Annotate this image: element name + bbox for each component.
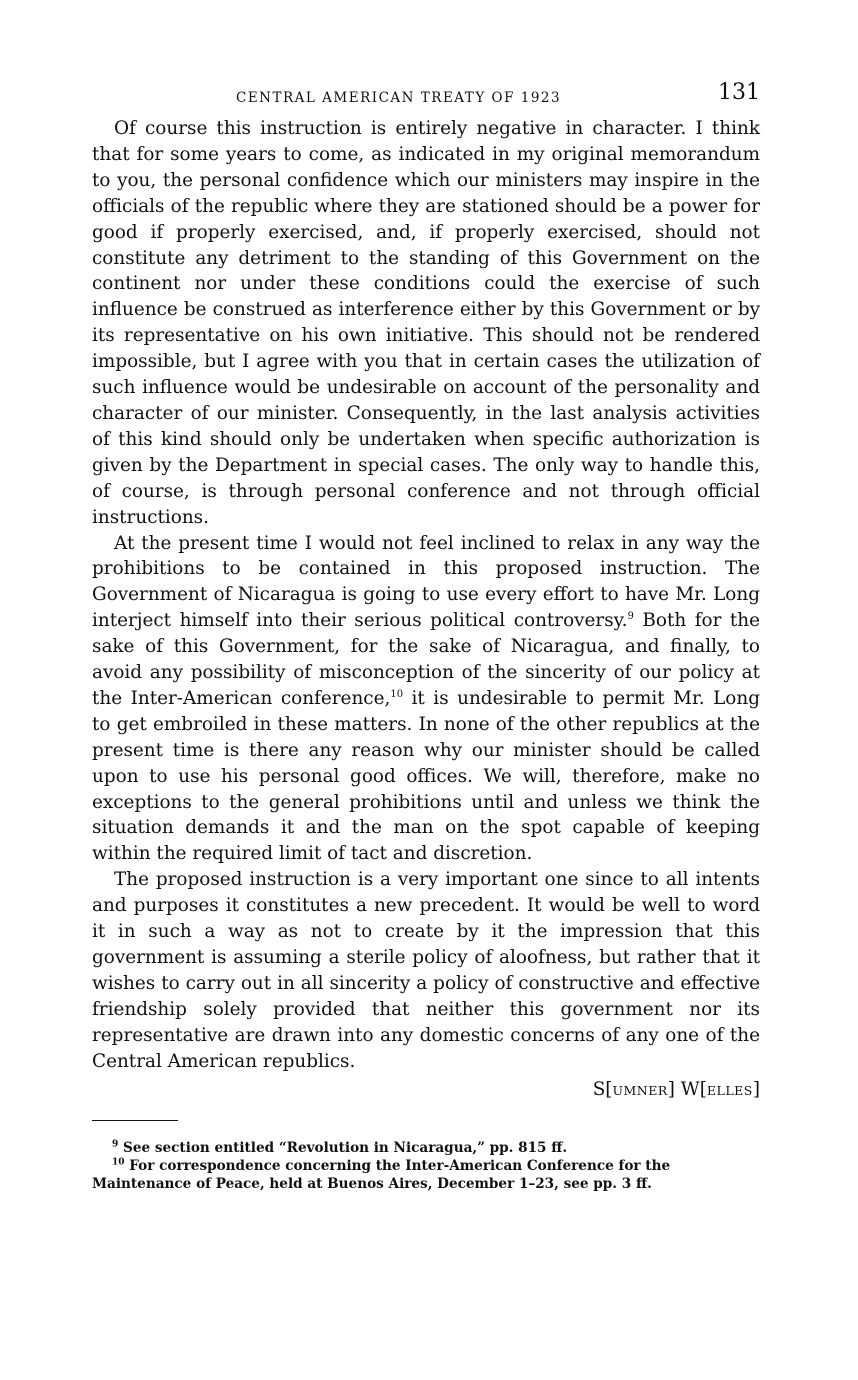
footnote-9 xyxy=(92,1139,760,1157)
signature xyxy=(92,1077,760,1104)
paragraph-2 xyxy=(92,531,760,868)
footnote-rule xyxy=(92,1120,178,1121)
footnote-text: See section entitled “Revolution in Nicaragua,” pp. 815 ff. xyxy=(123,1139,568,1156)
footnote-mark: 9 xyxy=(112,1139,119,1149)
footnote-ref-10: 10 xyxy=(390,688,404,700)
footnote-ref-9: 9 xyxy=(627,611,634,623)
paragraph-2-part-b: Both for the sake of this Government, for the sake of Nicaragua, and finally, to avoid any possibility of misconception of the sincerity of our policy at the Inter-American conference, xyxy=(92,610,761,709)
signature-close-bracket: ] xyxy=(752,1078,760,1100)
page-header xyxy=(92,80,760,116)
paragraph-3: The proposed instruction is a very important one since to all intents and purposes it constitutes a new precedent. It would be well to word it in such a way as not to create by it the impression that this government is assuming a sterile policy of aloofness, but rather that it wishes to carry out in all sincerity a policy of constructive and effective friendship solely provided that neither this government nor its representative are drawn into any domestic concerns of any one of the Central American republics. xyxy=(92,869,760,1072)
signature-umner: UMNER xyxy=(612,1082,668,1098)
footnote-text: For correspondence concerning the Inter-American Conference for the Maintenance of Peace, held at Buenos Aires, December 1–23, see pp. 3 ff. xyxy=(92,1157,671,1192)
paragraph-2-part-a: At the present time I would not feel inclined to relax in any way the prohibitions to be contained in this proposed instruction. The Government of Nicaragua is going to use every effort to have Mr. Long interject himself into their serious political controversy. xyxy=(92,532,760,632)
document-page xyxy=(92,80,760,1193)
footnotes xyxy=(92,1139,760,1193)
signature-initial-s: S[ xyxy=(592,1078,613,1100)
paragraph-2-part-c: it is undesirable to permit Mr. Long to get embroiled in these matters. In none of the other republics at the present time is there any reason why our minister should be called upon to use his personal good offices. We will, therefore, make no exceptions to the general prohibitions until and unless we think the situation demands it and the man on the spot capable of keeping within the required limit of tact and discretion. xyxy=(92,687,760,865)
footnote-mark: 10 xyxy=(112,1157,125,1167)
footnote-10 xyxy=(92,1157,760,1193)
page-number: 131 xyxy=(718,80,760,105)
signature-initial-w: ] W[ xyxy=(667,1078,707,1100)
running-head: CENTRAL AMERICAN TREATY OF 1923 xyxy=(236,90,562,106)
signature-elles: ELLES xyxy=(706,1082,753,1098)
paragraph-1: Of course this instruction is entirely negative in character. I think that for some years to come, as indicated in my original memorandum to you, the personal confidence which our ministers may inspire in the officials of the republic where they are stationed should be a power for good if properly exercised, and, if properly exercised, should not constitute any detriment to the standing of this Government on the continent nor under these conditions could the exercise of such influence be construed as interference either by this Government or by its representative on his own initiative. This should not be rendered impossible, but I agree with you that in certain cases the utilization of such influence would be undesirable on account of the personality and character of our minister. Consequently, in the last analysis activities of this kind should only be undertaken when specific authorization is given by the Department in special cases. The only way to handle this, of course, is through personal conference and not through official instructions. xyxy=(92,118,760,528)
